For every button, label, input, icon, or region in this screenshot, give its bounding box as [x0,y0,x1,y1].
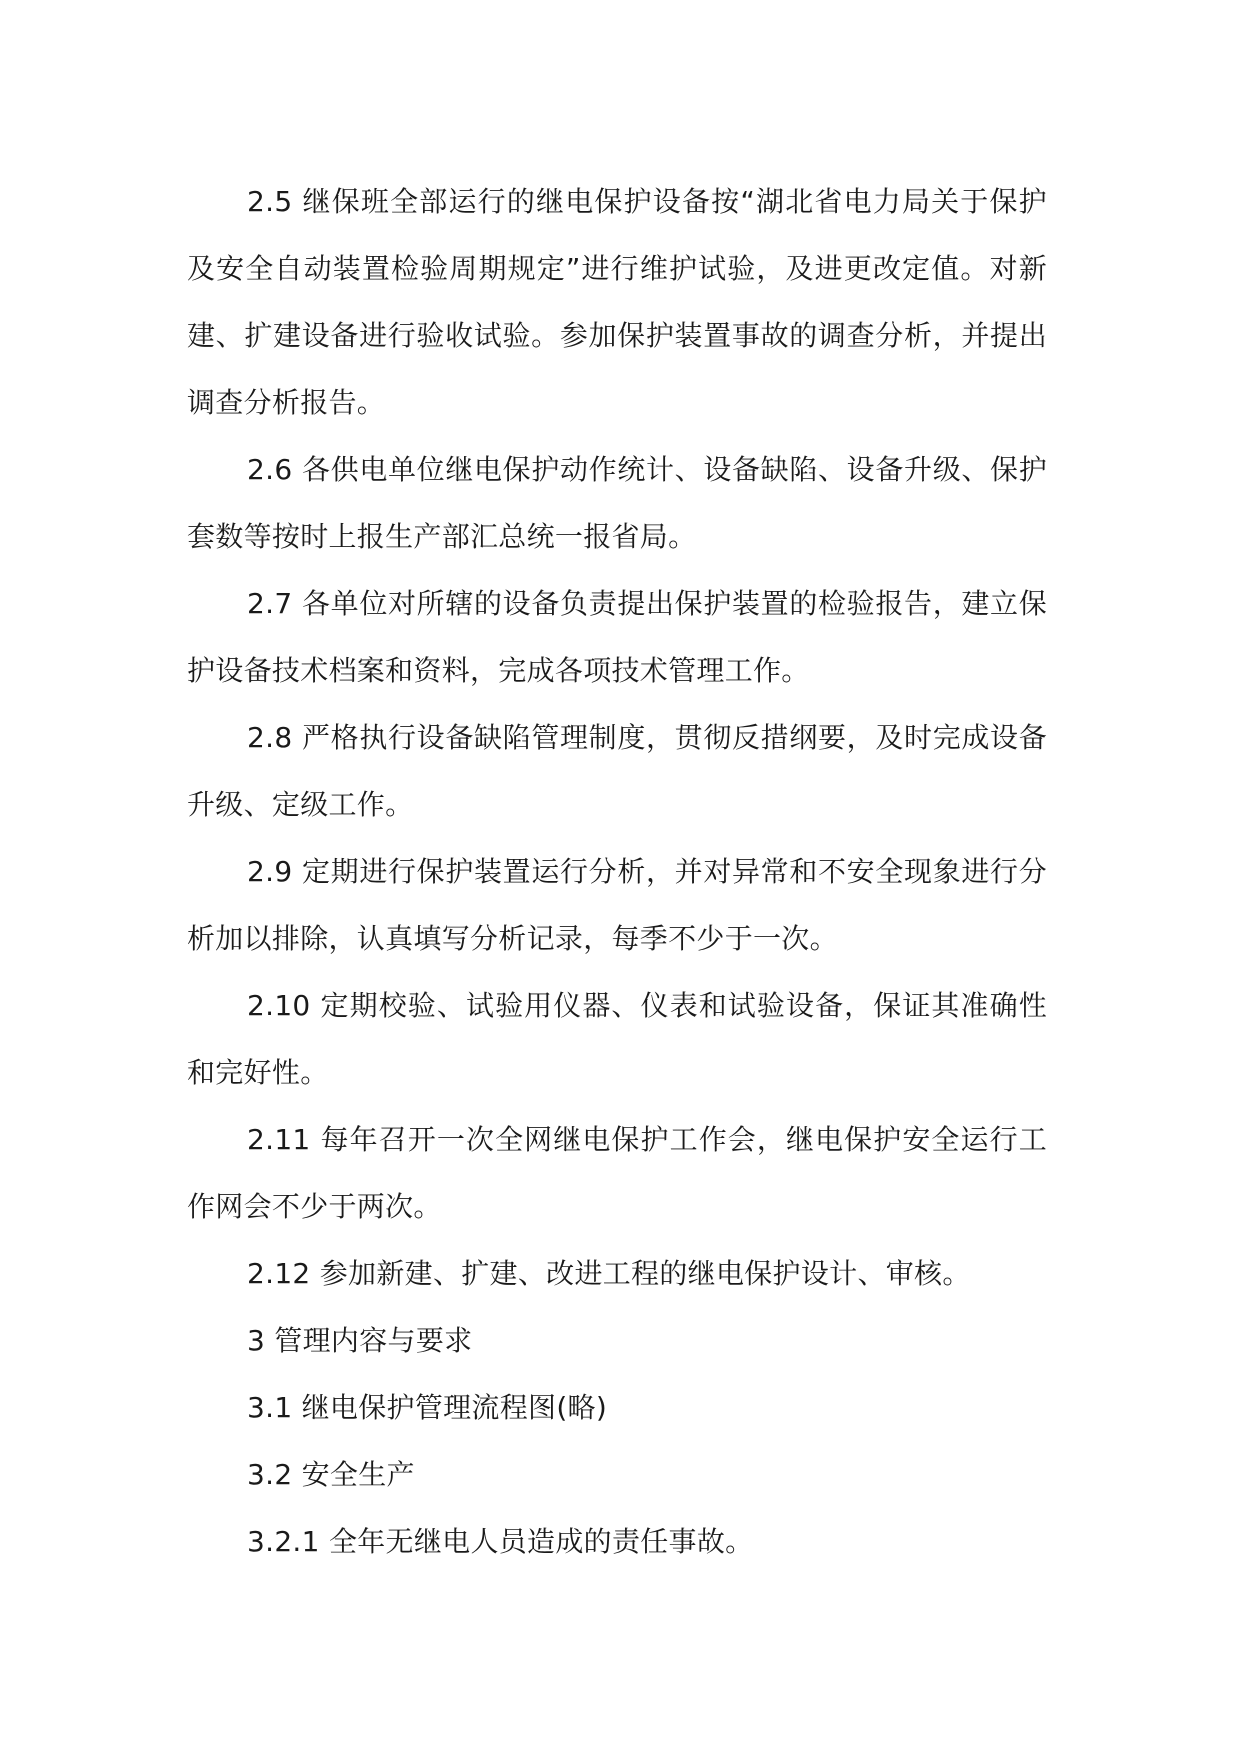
paragraph-2-8: 2.8 严格执行设备缺陷管理制度，贯彻反措纲要，及时完成设备升级、定级工作。 [187,721,1047,821]
paragraph-2-11: 2.11 每年召开一次全网继电保护工作会，继电保护安全运行工作网会不少于两次。 [187,1123,1047,1223]
paragraph-2-7: 2.7 各单位对所辖的设备负责提出保护装置的检验报告，建立保护设备技术档案和资料，完成各项技术管理工作。 [187,587,1047,687]
document-body [187,168,1047,1575]
section-heading-3: 3 管理内容与要求 [247,1324,473,1357]
paragraph-2-5: 2.5 继保班全部运行的继电保护设备按“湖北省电力局关于保护及安全自动装置检验周期规定”进行维护试验，及进更改定值。对新建、扩建设备进行验收试验。参加保护装置事故的调查分析，并提出调查分析报告。 [187,185,1047,419]
paragraph-3-2-1: 3.2.1 全年无继电人员造成的责任事故。 [247,1525,754,1558]
paragraph-3-2: 3.2 安全生产 [247,1458,415,1491]
paragraph-2-10: 2.10 定期校验、试验用仪器、仪表和试验设备，保证其准确性和完好性。 [187,989,1047,1089]
paragraph-2-6: 2.6 各供电单位继电保护动作统计、设备缺陷、设备升级、保护套数等按时上报生产部汇总统一报省局。 [187,453,1047,553]
paragraph-2-9: 2.9 定期进行保护装置运行分析，并对异常和不安全现象进行分析加以排除，认真填写分析记录，每季不少于一次。 [187,855,1047,955]
paragraph-2-12: 2.12 参加新建、扩建、改进工程的继电保护设计、审核。 [247,1257,971,1290]
paragraph-3-1: 3.1 继电保护管理流程图(略) [247,1391,608,1424]
